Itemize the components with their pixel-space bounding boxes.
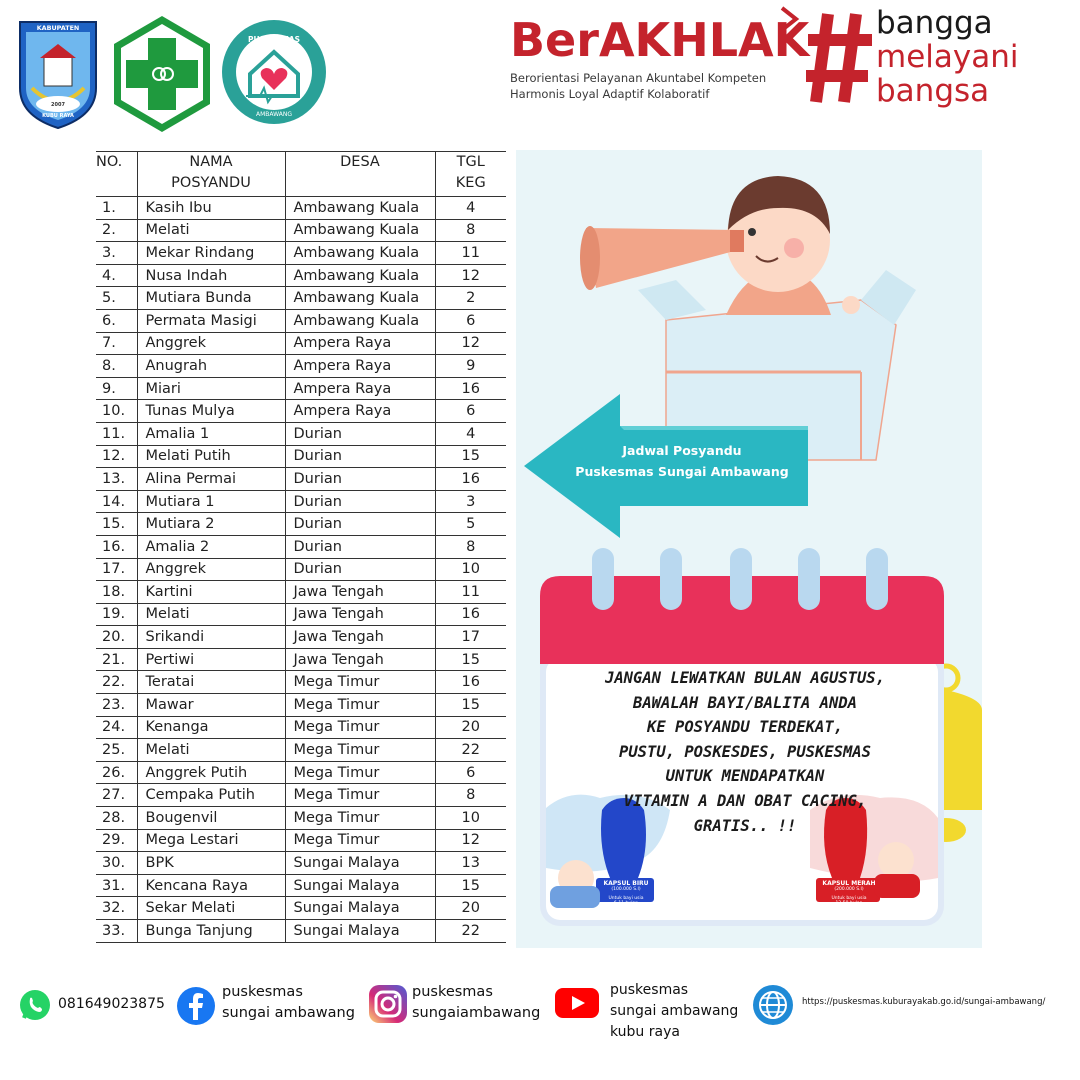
cell-tgl: 10: [435, 807, 506, 830]
cell-no: 4.: [96, 264, 137, 287]
cell-no: 3.: [96, 242, 137, 265]
cell-tgl: 12: [435, 332, 506, 355]
cell-desa: Mega Timur: [285, 739, 435, 762]
cell-nama: Sekar Melati: [137, 897, 285, 920]
cell-desa: Ambawang Kuala: [285, 197, 435, 220]
cell-no: 31.: [96, 874, 137, 897]
cell-nama: Cempaka Putih: [137, 784, 285, 807]
cell-tgl: 15: [435, 694, 506, 717]
cell-no: 33.: [96, 920, 137, 943]
table-row: [96, 603, 506, 626]
cell-tgl: 4: [435, 422, 506, 445]
cell-tgl: 4: [435, 197, 506, 220]
cell-no: 13.: [96, 468, 137, 491]
table-row: [96, 535, 506, 558]
kabupaten-bottom-text: KUBU RAYA: [42, 113, 74, 119]
table-row: [96, 242, 506, 265]
cell-tgl: 2: [435, 287, 506, 310]
cell-tgl: 22: [435, 739, 506, 762]
cell-tgl: 12: [435, 829, 506, 852]
cell-nama: Teratai: [137, 671, 285, 694]
table-row: [96, 422, 506, 445]
cell-tgl: 11: [435, 242, 506, 265]
blue-capsule-caption: KAPSUL BIRU (100.000 S.I) Untuk bayi usia 6-11 bulan: [603, 880, 649, 906]
header-tgl: TGL KEG: [435, 152, 506, 197]
cell-nama: Kartini: [137, 581, 285, 604]
cell-desa: Jawa Tengah: [285, 626, 435, 649]
cell-tgl: 6: [435, 400, 506, 423]
table-row: [96, 287, 506, 310]
cell-desa: Jawa Tengah: [285, 581, 435, 604]
cell-no: 14.: [96, 490, 137, 513]
cell-no: 23.: [96, 694, 137, 717]
table-row: [96, 264, 506, 287]
table-row: [96, 513, 506, 536]
instagram-icon[interactable]: [368, 984, 408, 1028]
facebook-icon[interactable]: [176, 986, 216, 1030]
cell-tgl: 20: [435, 897, 506, 920]
cell-no: 15.: [96, 513, 137, 536]
header-no: NO.: [96, 152, 137, 197]
cell-nama: Bougenvil: [137, 807, 285, 830]
cell-tgl: 9: [435, 355, 506, 378]
cell-nama: Kasih Ibu: [137, 197, 285, 220]
cell-no: 32.: [96, 897, 137, 920]
bangga-line1: bangga: [876, 5, 993, 41]
bangga-melayani-logo: [806, 2, 1076, 114]
cell-nama: Melati: [137, 739, 285, 762]
cell-desa: Mega Timur: [285, 807, 435, 830]
cell-no: 29.: [96, 829, 137, 852]
kabupaten-logo: [18, 18, 98, 130]
cell-no: 1.: [96, 197, 137, 220]
puskesmas-logo-bottom: AMBAWANG: [255, 111, 293, 118]
puskesmas-logo-top: PUSKESMAS: [248, 35, 300, 44]
whatsapp-number[interactable]: 081649023875: [58, 996, 165, 1012]
puskesmas-logo: [220, 18, 328, 126]
cell-desa: Mega Timur: [285, 784, 435, 807]
table-row: [96, 829, 506, 852]
cell-no: 2.: [96, 219, 137, 242]
cell-no: 12.: [96, 445, 137, 468]
cell-nama: Alina Permai: [137, 468, 285, 491]
cell-nama: Mekar Rindang: [137, 242, 285, 265]
cell-tgl: 15: [435, 445, 506, 468]
banner-line1: Jadwal Posyandu: [622, 443, 742, 458]
cell-no: 7.: [96, 332, 137, 355]
cell-no: 20.: [96, 626, 137, 649]
cell-no: 18.: [96, 581, 137, 604]
cell-tgl: 12: [435, 264, 506, 287]
table-row: [96, 648, 506, 671]
table-row: [96, 400, 506, 423]
cell-desa: Ambawang Kuala: [285, 264, 435, 287]
cell-nama: Anugrah: [137, 355, 285, 378]
cell-desa: Durian: [285, 445, 435, 468]
instagram-text[interactable]: puskesmas sungaiambawang: [412, 984, 541, 1021]
cell-tgl: 16: [435, 468, 506, 491]
cell-desa: Durian: [285, 535, 435, 558]
cell-desa: Sungai Malaya: [285, 852, 435, 875]
cell-tgl: 8: [435, 219, 506, 242]
website-link[interactable]: https://puskesmas.kuburayakab.go.id/sungai-ambawang/: [802, 997, 1046, 1007]
cell-nama: Melati: [137, 603, 285, 626]
posyandu-schedule-table: [96, 151, 506, 943]
globe-icon[interactable]: [752, 984, 794, 1030]
cell-tgl: 16: [435, 671, 506, 694]
cell-tgl: 13: [435, 852, 506, 875]
cell-tgl: 3: [435, 490, 506, 513]
cell-nama: Kenanga: [137, 716, 285, 739]
cell-nama: Mutiara 1: [137, 490, 285, 513]
cell-no: 16.: [96, 535, 137, 558]
cell-nama: Kencana Raya: [137, 874, 285, 897]
cell-no: 11.: [96, 422, 137, 445]
table-row: [96, 581, 506, 604]
cell-nama: Anggrek: [137, 332, 285, 355]
cell-tgl: 10: [435, 558, 506, 581]
table-row: [96, 377, 506, 400]
cell-tgl: 6: [435, 761, 506, 784]
table-row: [96, 897, 506, 920]
cell-desa: Sungai Malaya: [285, 920, 435, 943]
table-row: [96, 852, 506, 875]
cell-desa: Ambawang Kuala: [285, 287, 435, 310]
youtube-icon[interactable]: [554, 986, 600, 1024]
table-row: [96, 761, 506, 784]
table-row: [96, 558, 506, 581]
calendar-line: BAWALAH BAYI/BALITA ANDA: [633, 693, 857, 712]
table-row: [96, 197, 506, 220]
table-row: [96, 739, 506, 762]
table-header-row: [96, 152, 506, 197]
cell-no: 19.: [96, 603, 137, 626]
calendar-line: GRATIS.. !!: [693, 816, 797, 835]
cell-nama: Pertiwi: [137, 648, 285, 671]
cell-no: 5.: [96, 287, 137, 310]
cell-desa: Sungai Malaya: [285, 874, 435, 897]
table-row: [96, 671, 506, 694]
table-row: [96, 874, 506, 897]
cell-desa: Ampera Raya: [285, 355, 435, 378]
cell-nama: Amalia 1: [137, 422, 285, 445]
cell-no: 17.: [96, 558, 137, 581]
cell-tgl: 5: [435, 513, 506, 536]
table-row: [96, 445, 506, 468]
cell-tgl: 8: [435, 784, 506, 807]
header-desa: DESA: [285, 152, 435, 197]
cell-desa: Durian: [285, 468, 435, 491]
table-row: [96, 332, 506, 355]
cell-tgl: 15: [435, 648, 506, 671]
cell-desa: Mega Timur: [285, 761, 435, 784]
cell-tgl: 20: [435, 716, 506, 739]
table-row: [96, 807, 506, 830]
bangga-line2: melayani: [876, 39, 1019, 75]
table-row: [96, 694, 506, 717]
calendar-line: UNTUK MENDAPATKAN: [665, 767, 825, 786]
cell-nama: Mega Lestari: [137, 829, 285, 852]
cell-nama: Anggrek: [137, 558, 285, 581]
cell-desa: Durian: [285, 558, 435, 581]
cell-nama: Mutiara Bunda: [137, 287, 285, 310]
cell-desa: Ambawang Kuala: [285, 242, 435, 265]
cell-no: 28.: [96, 807, 137, 830]
table-row: [96, 626, 506, 649]
cell-tgl: 17: [435, 626, 506, 649]
cell-nama: Permata Masigi: [137, 309, 285, 332]
calendar-line: KE POSYANDU TERDEKAT,: [647, 718, 843, 737]
calendar-line: VITAMIN A DAN OBAT CACING,: [623, 791, 867, 810]
red-capsule-caption: KAPSUL MERAH (200.000 S.I) Untuk bayi usia 12-59 bulan: [822, 880, 876, 906]
berakhlak-line2: Harmonis Loyal Adaptif Kolaboratif: [510, 87, 710, 101]
calendar-line: PUSTU, POSKESDES, PUSKESMAS: [619, 742, 871, 761]
cell-no: 24.: [96, 716, 137, 739]
cell-tgl: 16: [435, 377, 506, 400]
baby-red-icon: [878, 842, 914, 878]
chevron-icon: [778, 4, 802, 34]
cell-nama: Miari: [137, 377, 285, 400]
cell-nama: Bunga Tanjung: [137, 920, 285, 943]
cell-nama: Nusa Indah: [137, 264, 285, 287]
berakhlak-logo: [510, 10, 810, 110]
youtube-text[interactable]: puskesmas sungai ambawang kubu raya: [610, 982, 739, 1040]
cell-tgl: 11: [435, 581, 506, 604]
cell-nama: Anggrek Putih: [137, 761, 285, 784]
cell-nama: Amalia 2: [137, 535, 285, 558]
cell-no: 27.: [96, 784, 137, 807]
kabupaten-top-text: KABUPATEN: [36, 24, 80, 32]
calendar-line: JANGAN LEWATKAN BULAN AGUSTUS,: [605, 669, 885, 687]
cell-desa: Mega Timur: [285, 829, 435, 852]
cell-nama: Tunas Mulya: [137, 400, 285, 423]
berakhlak-line1: Berorientasi Pelayanan Akuntabel Kompeten: [510, 71, 767, 85]
cell-no: 26.: [96, 761, 137, 784]
megaphone-icon: [580, 226, 744, 290]
cell-desa: Durian: [285, 422, 435, 445]
berakhlak-title: BerAKHLAK: [510, 13, 810, 67]
table-row: [96, 716, 506, 739]
whatsapp-icon[interactable]: [18, 988, 52, 1026]
banner-line2: Puskesmas Sungai Ambawang: [575, 464, 789, 479]
cell-tgl: 22: [435, 920, 506, 943]
cell-desa: Sungai Malaya: [285, 897, 435, 920]
table-row: [96, 920, 506, 943]
cell-no: 10.: [96, 400, 137, 423]
cell-no: 8.: [96, 355, 137, 378]
cell-desa: Jawa Tengah: [285, 648, 435, 671]
cell-desa: Mega Timur: [285, 671, 435, 694]
kabupaten-year: 2007: [51, 102, 65, 108]
cell-no: 30.: [96, 852, 137, 875]
hashtag-icon: [806, 10, 874, 106]
cell-desa: Ambawang Kuala: [285, 219, 435, 242]
cell-desa: Ampera Raya: [285, 332, 435, 355]
cell-desa: Ampera Raya: [285, 400, 435, 423]
cell-tgl: 16: [435, 603, 506, 626]
cell-no: 6.: [96, 309, 137, 332]
cell-tgl: 15: [435, 874, 506, 897]
table-row: [96, 309, 506, 332]
cell-no: 25.: [96, 739, 137, 762]
cell-no: 22.: [96, 671, 137, 694]
cell-desa: Ambawang Kuala: [285, 309, 435, 332]
cell-nama: BPK: [137, 852, 285, 875]
cell-desa: Jawa Tengah: [285, 603, 435, 626]
cell-nama: Mutiara 2: [137, 513, 285, 536]
cell-tgl: 8: [435, 535, 506, 558]
cell-nama: Melati: [137, 219, 285, 242]
cell-desa: Mega Timur: [285, 694, 435, 717]
cell-nama: Mawar: [137, 694, 285, 717]
child-illustration: [726, 176, 860, 315]
bangga-line3: bangsa: [876, 73, 990, 109]
table-row: [96, 490, 506, 513]
cell-nama: Melati Putih: [137, 445, 285, 468]
cell-desa: Mega Timur: [285, 716, 435, 739]
table-row: [96, 468, 506, 491]
calendar-message: [548, 666, 942, 838]
banner-text: [556, 440, 808, 482]
table-row: [96, 219, 506, 242]
header-nama: NAMA POSYANDU: [137, 152, 285, 197]
cell-desa: Ampera Raya: [285, 377, 435, 400]
table-row: [96, 355, 506, 378]
cell-desa: Durian: [285, 513, 435, 536]
cell-no: 9.: [96, 377, 137, 400]
facebook-text[interactable]: puskesmas sungai ambawang: [222, 984, 355, 1021]
cell-tgl: 6: [435, 309, 506, 332]
cell-nama: Srikandi: [137, 626, 285, 649]
cross-logo: [110, 14, 214, 134]
cell-no: 21.: [96, 648, 137, 671]
cell-desa: Durian: [285, 490, 435, 513]
table-row: [96, 784, 506, 807]
